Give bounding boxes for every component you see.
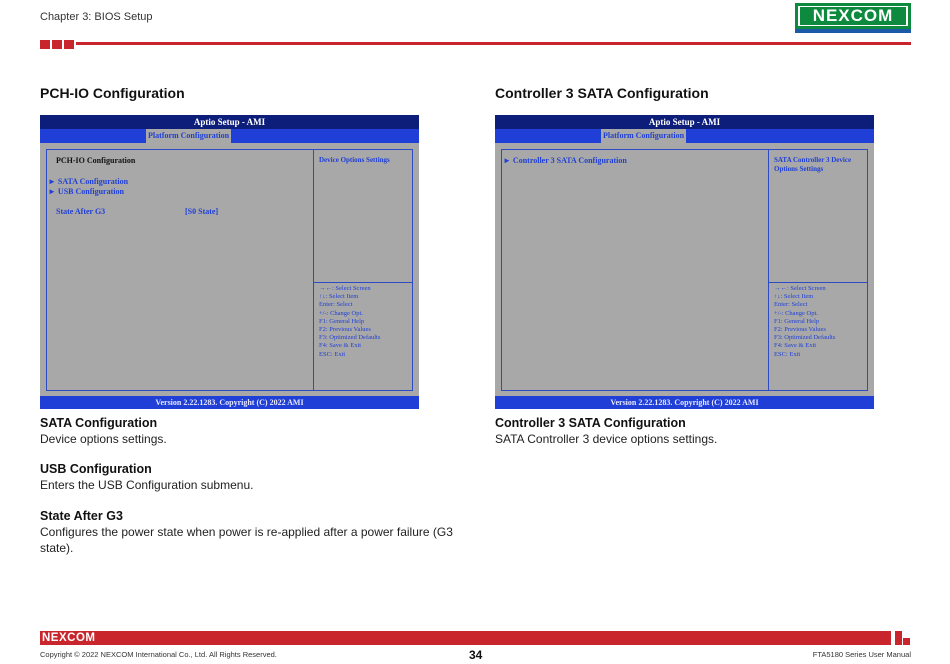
key-hint: F3: Optimized Defaults bbox=[319, 334, 381, 342]
menu-item-sata-configuration[interactable] bbox=[48, 177, 128, 186]
bios-version-bar: Version 2.22.1283. Copyright (C) 2022 AMI bbox=[40, 396, 419, 409]
chapter-title: Chapter 3: BIOS Setup bbox=[40, 11, 153, 23]
key-hint: F1: General Help bbox=[319, 317, 365, 325]
menu-item-controller3-sata[interactable] bbox=[503, 156, 627, 165]
key-hint: F1: General Help bbox=[774, 317, 820, 325]
section-title-pch-io: PCH-IO Configuration bbox=[40, 85, 185, 101]
desc-title-state-after-g3: State After G3 bbox=[40, 509, 123, 523]
key-legend bbox=[774, 285, 835, 359]
bios-screen-pch-io bbox=[40, 115, 419, 409]
setting-state-after-g3-label[interactable]: State After G3 bbox=[56, 207, 106, 216]
key-hint: Enter: Select bbox=[319, 301, 353, 309]
header-rule bbox=[76, 42, 911, 45]
menu-item-label: SATA Configuration bbox=[57, 177, 129, 186]
panel-divider-vertical bbox=[313, 149, 314, 391]
panel-divider-vertical bbox=[768, 149, 769, 391]
key-hint: F2: Previous Values bbox=[774, 326, 826, 334]
panel-divider-horizontal bbox=[313, 282, 413, 283]
key-hint: Enter: Select bbox=[774, 301, 808, 309]
submenu-arrow-icon: ► bbox=[48, 177, 56, 186]
desc-text-controller3: SATA Controller 3 device options settings. bbox=[495, 432, 718, 446]
key-hint: F3: Optimized Defaults bbox=[774, 334, 836, 342]
copyright: Copyright © 2022 NEXCOM International Co., Ltd. All Rights Reserved. bbox=[40, 650, 277, 659]
desc-title-controller3: Controller 3 SATA Configuration bbox=[495, 416, 686, 430]
bios-version-bar: Version 2.22.1283. Copyright (C) 2022 AMI bbox=[495, 396, 874, 409]
key-hint: +/-: Change Opt. bbox=[319, 309, 363, 317]
key-hint: +/-: Change Opt. bbox=[774, 309, 818, 317]
panel-divider-horizontal bbox=[768, 282, 868, 283]
key-hint: F2: Previous Values bbox=[319, 326, 371, 334]
help-text: SATA Controller 3 Device Options Settings bbox=[774, 156, 852, 173]
desc-text-state-after-g3: Configures the power state when power is re-applied after a power failure (G3 state). bbox=[40, 525, 453, 555]
desc-text-usb: Enters the USB Configuration submenu. bbox=[40, 478, 254, 492]
menu-item-label: Controller 3 SATA Configuration bbox=[512, 156, 627, 165]
menu-item-label: USB Configuration bbox=[57, 187, 124, 196]
desc-title-usb: USB Configuration bbox=[40, 462, 152, 476]
key-hint: ESC: Exit bbox=[774, 350, 801, 358]
page-number: 34 bbox=[469, 648, 483, 662]
desc-title-sata: SATA Configuration bbox=[40, 416, 158, 430]
tab-platform-configuration[interactable]: Platform Configuration bbox=[601, 129, 686, 143]
setting-state-after-g3-value[interactable]: [S0 State] bbox=[185, 207, 219, 216]
key-legend bbox=[319, 285, 380, 359]
logo-text: NEXCOM bbox=[800, 7, 906, 25]
bios-title-bar: Aptio Setup - AMI bbox=[495, 115, 874, 129]
footer-bar bbox=[40, 631, 891, 645]
key-hint: F4: Save & Exit bbox=[774, 342, 817, 350]
key-hint: ↑↓: Select Item bbox=[774, 293, 814, 301]
footer-logo: NEXCOM bbox=[42, 632, 96, 644]
help-text: Device Options Settings bbox=[319, 156, 390, 164]
key-hint: ↑↓: Select Item bbox=[319, 293, 359, 301]
submenu-arrow-icon: ► bbox=[503, 156, 511, 165]
key-hint: →←: Select Screen bbox=[319, 285, 371, 292]
key-hint: F4: Save & Exit bbox=[319, 342, 362, 350]
logo-underline bbox=[795, 29, 911, 33]
tab-platform-configuration[interactable]: Platform Configuration bbox=[146, 129, 231, 143]
key-hint: ESC: Exit bbox=[319, 350, 346, 358]
menu-item-usb-configuration[interactable] bbox=[48, 187, 124, 196]
bios-page-heading: PCH-IO Configuration bbox=[56, 156, 136, 165]
nexcom-logo bbox=[795, 3, 911, 29]
bios-screen-controller3 bbox=[495, 115, 874, 409]
submenu-arrow-icon: ► bbox=[48, 187, 56, 196]
section-title-controller3: Controller 3 SATA Configuration bbox=[495, 85, 709, 101]
bios-title-bar: Aptio Setup - AMI bbox=[40, 115, 419, 129]
key-hint: →←: Select Screen bbox=[774, 285, 826, 292]
manual-title: FTA5180 Series User Manual bbox=[812, 650, 911, 659]
desc-text-sata: Device options settings. bbox=[40, 432, 167, 446]
